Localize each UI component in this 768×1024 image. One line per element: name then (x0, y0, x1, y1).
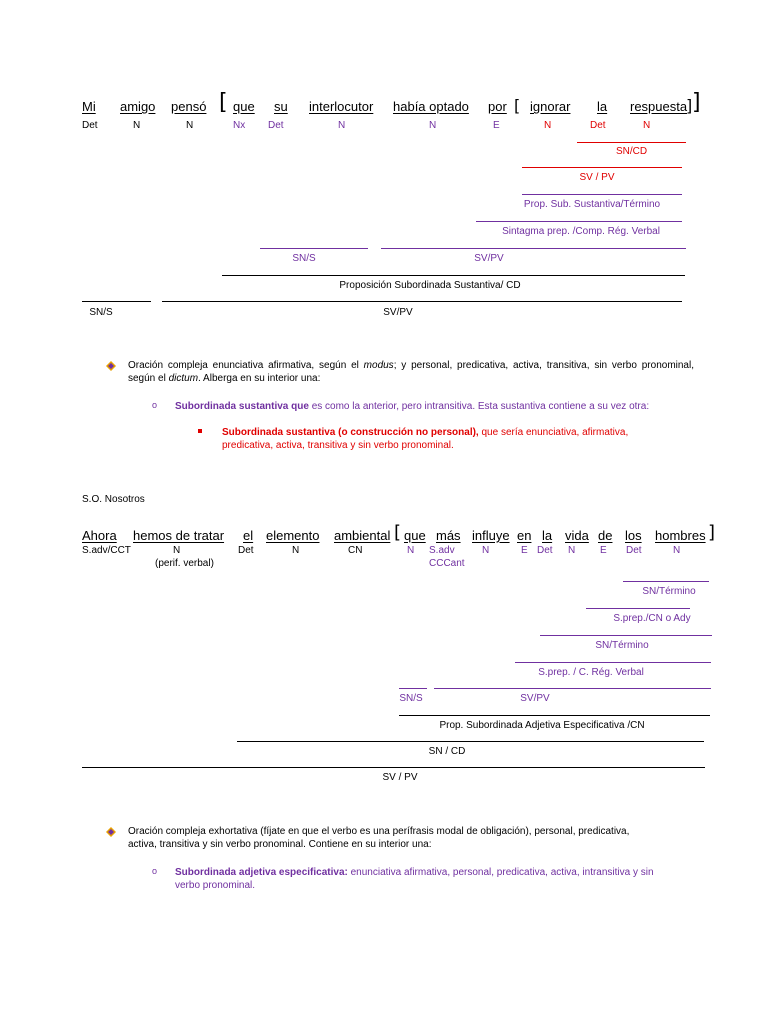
word: la (542, 528, 553, 543)
constituent-label: Sintagma prep. /Comp. Rég. Verbal (502, 226, 660, 237)
word: hombres (655, 528, 706, 543)
category-label: N (568, 545, 576, 556)
analysis-paragraph: Oración compleja exhortativa (fíjate en que el verbo es una perífrasis modal de obligación), personal, predicativa, activa, transitiva y sin verbo pronominal. Contiene en su interior una: (128, 826, 630, 850)
category-label: N (133, 120, 141, 131)
word: que (233, 99, 255, 114)
analysis-sub-paragraph: Subordinada sustantiva que es como la anterior, pero intransitiva. Esta sustantiva contiene a su vez otra: (175, 401, 650, 412)
category-label: S.adv (429, 545, 455, 556)
constituent-label: Prop. Sub. Sustantiva/Término (523, 199, 661, 210)
word: que (404, 528, 426, 543)
word: su (274, 99, 288, 114)
category-label: N (429, 120, 437, 131)
close-bracket: ] (686, 96, 693, 115)
constituent-label: SN/Término (595, 640, 649, 651)
category-label: Det (537, 545, 553, 556)
constituent-label: SN/Término (642, 586, 696, 597)
bracket-line (381, 248, 686, 249)
constituent-label: Prop. Subordinada Adjetiva Especificativa /CN (439, 720, 645, 731)
arrow-bullet-icon (106, 361, 116, 371)
category-label: S.adv/CCT (82, 545, 131, 556)
open-bracket: [ (219, 90, 228, 115)
word: hemos de tratar (133, 528, 225, 543)
category-label: Det (82, 120, 98, 131)
category-label: Det (268, 120, 284, 131)
category-label: Det (238, 545, 254, 556)
constituent-label: SV / PV (579, 172, 615, 183)
bracket-line (260, 248, 368, 249)
bracket-line (162, 301, 682, 302)
category-label: CN (348, 545, 363, 556)
open-bracket: [ (514, 96, 521, 115)
category-label: N (673, 545, 681, 556)
word: Mi (82, 99, 96, 114)
bracket-line (237, 741, 704, 742)
bracket-line (399, 688, 427, 689)
category-label: N (643, 120, 651, 131)
category-label: Det (590, 120, 606, 131)
word: por (488, 99, 507, 114)
constituent-label: SN/CD (615, 146, 648, 157)
category-label: Nx (233, 120, 246, 131)
constituent-label: SN/S (399, 693, 423, 704)
word: amigo (120, 99, 156, 114)
bracket-line (82, 767, 705, 768)
category-label: CCCant (429, 558, 465, 569)
category-label: N (338, 120, 346, 131)
bracket-line (586, 608, 690, 609)
word: pensó (171, 99, 207, 114)
word: más (436, 528, 461, 543)
category-label: E (521, 545, 528, 556)
section-label: S.O. Nosotros (82, 494, 145, 505)
constituent-label: SV/PV (474, 253, 504, 264)
bracket-line (522, 167, 682, 168)
category-label: N (407, 545, 415, 556)
word: influye (472, 528, 510, 543)
category-label: Det (626, 545, 642, 556)
word: ambiental (334, 528, 391, 543)
category-label: E (600, 545, 607, 556)
bracket-line (434, 688, 711, 689)
circle-bullet-icon: o (152, 866, 158, 876)
word: respuesta (630, 99, 688, 114)
constituent-label: S.prep. / C. Rég. Verbal (538, 667, 644, 678)
bracket-line (399, 715, 710, 716)
word: de (598, 528, 613, 543)
word: vida (565, 528, 589, 543)
word: el (243, 528, 254, 543)
bracket-line (515, 662, 711, 663)
bracket-line (476, 221, 682, 222)
bracket-line (623, 581, 709, 582)
arrow-bullet-icon (106, 827, 116, 837)
constituent-label: SN/S (292, 253, 316, 264)
analysis-sub-paragraph: Subordinada adjetiva especificativa: enunciativa afirmativa, personal, predicativa, activa, intransitiva y sin verbo pronominal. (175, 867, 654, 891)
bracket-line (82, 301, 151, 302)
analysis-subsub-paragraph: Subordinada sustantiva (o construcción no personal), que sería enunciativa, afirmativa, predicativa, activa, transitiva y sin verbo pronominal. (222, 427, 629, 451)
constituent-label: Proposición Subordinada Sustantiva/ CD (339, 280, 521, 291)
category-label: N (186, 120, 194, 131)
constituent-label: S.prep./CN o Ady (613, 613, 691, 624)
word: los (625, 528, 642, 543)
bracket-line (577, 142, 686, 143)
constituent-label: SN/S (89, 307, 113, 318)
constituent-label: SV/PV (383, 307, 413, 318)
analysis-paragraph: Oración compleja enunciativa afirmativa, según el modus; y personal, predicativa, activa, transitiva, sin verbo pronominal, según el dictum. Alberga en su interior una: (128, 360, 694, 384)
circle-bullet-icon: o (152, 400, 158, 410)
word: ignorar (530, 99, 571, 114)
square-bullet-icon (198, 429, 202, 433)
bracket-line (522, 194, 682, 195)
bracket-line (540, 635, 712, 636)
constituent-label: SV / PV (382, 772, 418, 783)
bracket-line (222, 275, 685, 276)
word: en (517, 528, 532, 543)
category-label: (perif. verbal) (155, 558, 214, 569)
word: interlocutor (309, 99, 374, 114)
word: Ahora (82, 528, 117, 543)
close-bracket: ] (708, 522, 716, 543)
category-label: N (482, 545, 490, 556)
category-label: N (544, 120, 552, 131)
close-bracket: ] (692, 90, 701, 115)
category-label: N (173, 545, 181, 556)
category-label: E (493, 120, 500, 131)
constituent-label: SN / CD (428, 746, 466, 757)
category-label: N (292, 545, 300, 556)
word: había optado (393, 99, 469, 114)
constituent-label: SV/PV (520, 693, 550, 704)
open-bracket: [ (394, 522, 402, 543)
word: la (597, 99, 608, 114)
word: elemento (266, 528, 320, 543)
